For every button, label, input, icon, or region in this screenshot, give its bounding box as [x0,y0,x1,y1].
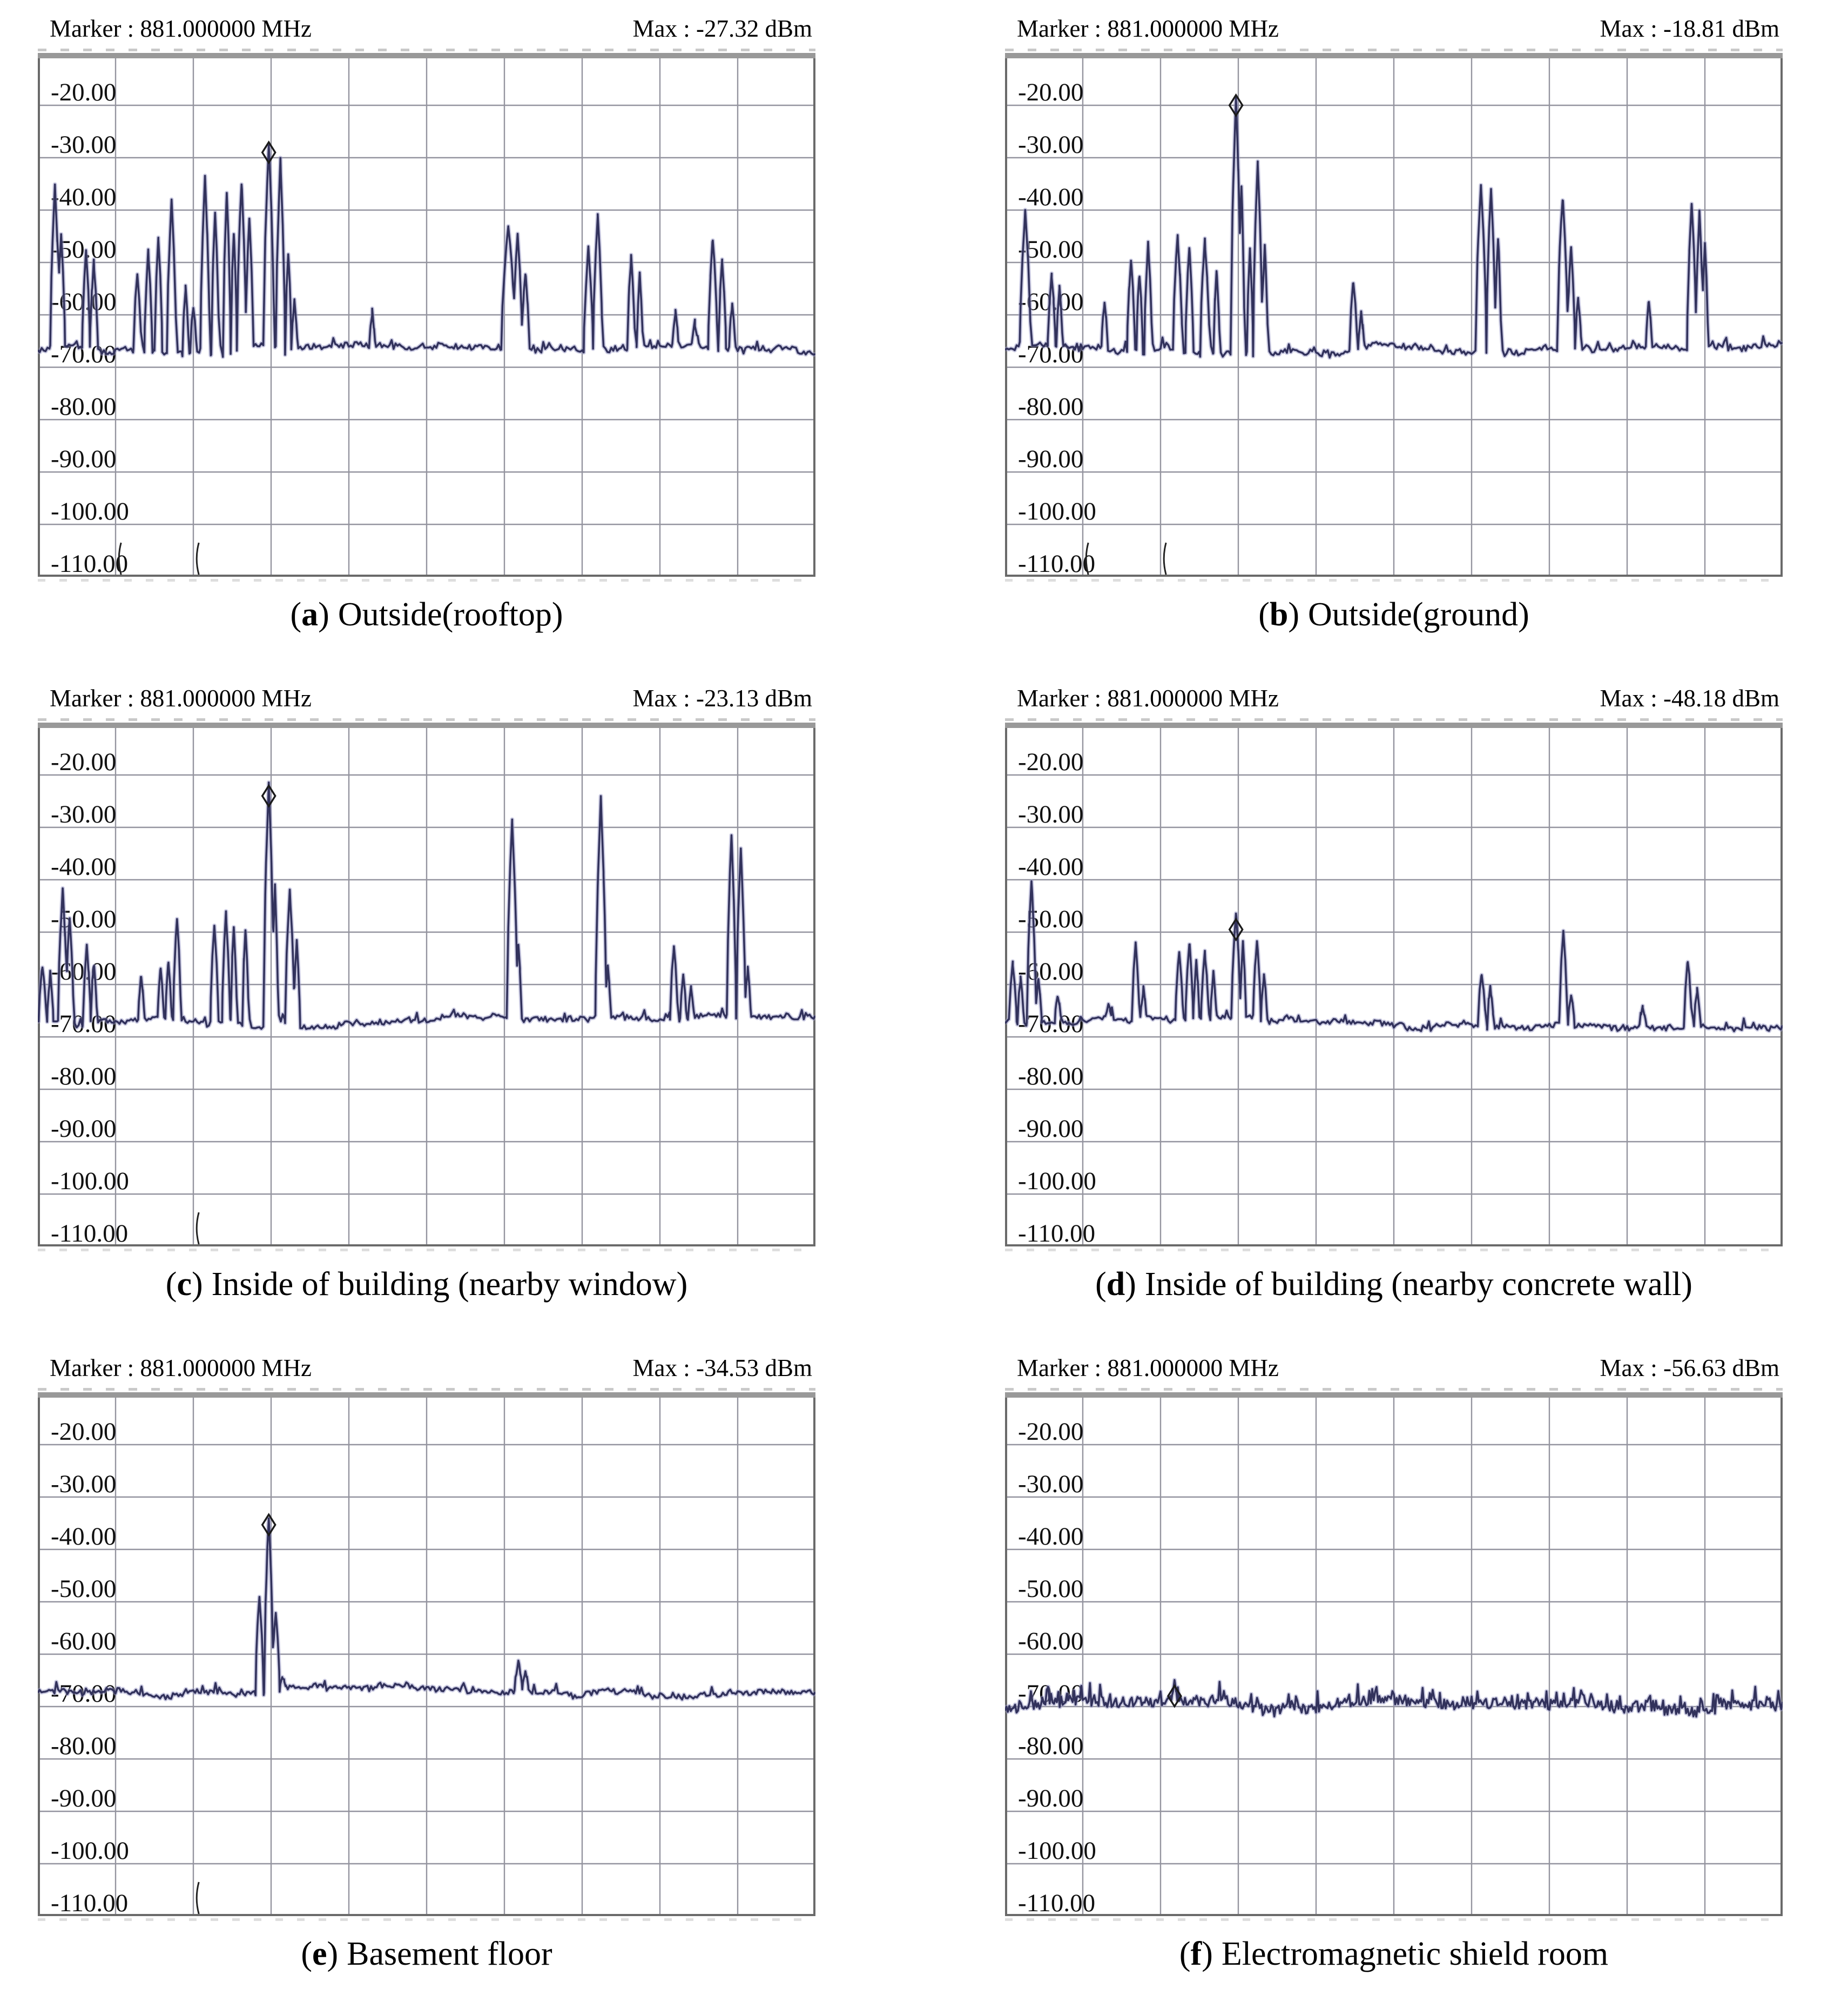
svg-text:-50.00: -50.00 [51,905,117,933]
marker-frequency-readout: Marker : 881.000000 MHz [50,684,312,712]
decorative-dashes [38,718,815,721]
panel-header [38,680,815,715]
caption-paren-open: ( [165,1266,177,1303]
spectrum-panel-b [924,0,1848,670]
svg-text:-70.00: -70.00 [1018,340,1084,368]
marker-frequency-readout: Marker : 881.000000 MHz [1017,15,1279,42]
decorative-dashes [38,1388,815,1391]
spectrum-plot [1005,53,1783,577]
decorative-dashes [38,1249,815,1251]
caption-paren-close: ) [1125,1266,1136,1303]
svg-text:-80.00: -80.00 [51,393,117,421]
decorative-dashes [38,579,815,582]
svg-text:-70.00: -70.00 [1018,1010,1084,1038]
svg-text:-90.00: -90.00 [1018,1115,1084,1143]
max-level-readout: Max : -48.18 dBm [1600,684,1779,712]
caption-letter: f [1190,1936,1202,1972]
svg-text:-90.00: -90.00 [51,445,117,473]
caption-paren-open: ( [1095,1266,1107,1303]
svg-text:-80.00: -80.00 [1018,1062,1084,1090]
svg-text:-110.00: -110.00 [1018,1889,1096,1916]
svg-text:-100.00: -100.00 [1018,497,1096,525]
svg-text:-110.00: -110.00 [51,1219,129,1246]
spectrum-panel-e [0,1339,924,2009]
marker-frequency-readout: Marker : 881.000000 MHz [1017,684,1279,712]
decorative-dashes [38,49,815,51]
max-level-readout: Max : -18.81 dBm [1600,15,1779,42]
panel-header [1005,11,1783,45]
svg-text:-60.00: -60.00 [1018,1627,1084,1655]
spectrum-panel-d [924,670,1848,1339]
svg-text:-30.00: -30.00 [1018,1470,1084,1498]
panel-header [38,1350,815,1385]
spectrum-trace-chart [1005,53,1783,577]
svg-text:-30.00: -30.00 [51,1470,117,1498]
caption-paren-close: ) [318,596,329,633]
caption-text: Inside of building (nearby window) [211,1266,688,1303]
caption-text: Outside(rooftop) [338,596,563,633]
svg-text:-40.00: -40.00 [1018,853,1084,881]
svg-text:-20.00: -20.00 [51,1418,117,1446]
caption-letter: b [1269,596,1289,633]
svg-text:-30.00: -30.00 [1018,800,1084,828]
panel-caption [38,596,815,634]
marker-frequency-readout: Marker : 881.000000 MHz [1017,1354,1279,1381]
caption-letter: a [301,596,319,633]
marker-frequency-readout: Marker : 881.000000 MHz [50,1354,312,1381]
svg-text:-40.00: -40.00 [1018,1522,1084,1550]
svg-text:-20.00: -20.00 [51,78,117,106]
svg-text:-20.00: -20.00 [51,748,117,776]
svg-text:-80.00: -80.00 [1018,393,1084,421]
spectrum-panel-f [924,1339,1848,2009]
decorative-dashes [1005,718,1783,721]
svg-text:-60.00: -60.00 [1018,288,1084,316]
svg-text:-60.00: -60.00 [51,958,117,986]
svg-text:-30.00: -30.00 [51,800,117,828]
svg-text:-80.00: -80.00 [1018,1732,1084,1760]
panel-header [38,11,815,45]
spectrum-trace-chart [1005,1392,1783,1916]
spectrum-plot [38,53,815,577]
spectrum-plot [1005,723,1783,1246]
decorative-dashes [1005,1249,1783,1251]
caption-letter: c [177,1266,192,1303]
svg-text:-60.00: -60.00 [1018,958,1084,986]
svg-text:-70.00: -70.00 [1018,1680,1084,1708]
caption-paren-open: ( [290,596,302,633]
marker-frequency-readout: Marker : 881.000000 MHz [50,15,312,42]
decorative-dashes [1005,1388,1783,1391]
spectrum-panel-a [0,0,924,670]
panel-caption [1005,1935,1783,1973]
spectrum-trace-chart [38,53,815,577]
svg-text:-110.00: -110.00 [51,1889,129,1916]
caption-text: Basement floor [347,1936,552,1972]
svg-text:-50.00: -50.00 [51,235,117,264]
caption-paren-open: ( [1258,596,1270,633]
svg-text:-90.00: -90.00 [1018,1784,1084,1812]
max-level-readout: Max : -34.53 dBm [632,1354,812,1381]
caption-paren-close: ) [1202,1936,1213,1972]
svg-text:-100.00: -100.00 [51,1167,129,1195]
svg-text:-80.00: -80.00 [51,1732,117,1760]
svg-text:-70.00: -70.00 [51,1010,117,1038]
decorative-dashes [1005,1918,1783,1921]
svg-text:-80.00: -80.00 [51,1062,117,1090]
caption-letter: e [312,1936,327,1972]
max-level-readout: Max : -23.13 dBm [632,684,812,712]
svg-text:-100.00: -100.00 [1018,1837,1096,1865]
max-level-readout: Max : -56.63 dBm [1600,1354,1779,1381]
caption-text: Inside of building (nearby concrete wall) [1144,1266,1692,1303]
panel-caption [38,1935,815,1973]
panel-caption [1005,1265,1783,1304]
caption-paren-close: ) [1288,596,1299,633]
svg-text:-50.00: -50.00 [1018,905,1084,933]
max-level-readout: Max : -27.32 dBm [632,15,812,42]
svg-text:-40.00: -40.00 [51,853,117,881]
svg-text:-90.00: -90.00 [51,1784,117,1812]
caption-letter: d [1106,1266,1125,1303]
svg-text:-100.00: -100.00 [51,497,129,525]
svg-text:-110.00: -110.00 [1018,1219,1096,1246]
svg-text:-70.00: -70.00 [51,1680,117,1708]
caption-paren-open: ( [1179,1936,1191,1972]
spectrum-plot [38,1392,815,1916]
panel-caption [1005,596,1783,634]
caption-text: Outside(ground) [1307,596,1529,633]
caption-text: Electromagnetic shield room [1221,1936,1609,1972]
spectrum-plot [38,723,815,1246]
spectrum-trace-chart [38,1392,815,1916]
svg-text:-30.00: -30.00 [1018,131,1084,159]
panel-header [1005,1350,1783,1385]
svg-text:-60.00: -60.00 [51,1627,117,1655]
caption-paren-close: ) [327,1936,339,1972]
svg-text:-50.00: -50.00 [1018,1575,1084,1603]
svg-text:-70.00: -70.00 [51,340,117,368]
spectrum-panel-c [0,670,924,1339]
spectrum-trace-chart [1005,723,1783,1246]
svg-text:-20.00: -20.00 [1018,1418,1084,1446]
svg-text:-50.00: -50.00 [51,1575,117,1603]
svg-text:-30.00: -30.00 [51,131,117,159]
svg-text:-90.00: -90.00 [51,1115,117,1143]
caption-paren-open: ( [301,1936,312,1972]
panel-header [1005,680,1783,715]
svg-text:-40.00: -40.00 [51,1522,117,1550]
svg-text:-60.00: -60.00 [51,288,117,316]
decorative-dashes [38,1918,815,1921]
decorative-dashes [1005,579,1783,582]
svg-text:-40.00: -40.00 [1018,183,1084,211]
svg-text:-20.00: -20.00 [1018,748,1084,776]
svg-text:-40.00: -40.00 [51,183,117,211]
svg-text:-110.00: -110.00 [1018,550,1096,577]
svg-text:-110.00: -110.00 [51,550,129,577]
svg-text:-100.00: -100.00 [1018,1167,1096,1195]
spectrum-trace-chart [38,723,815,1246]
spectrum-plot [1005,1392,1783,1916]
svg-text:-90.00: -90.00 [1018,445,1084,473]
svg-text:-20.00: -20.00 [1018,78,1084,106]
caption-paren-close: ) [191,1266,203,1303]
svg-text:-100.00: -100.00 [51,1837,129,1865]
panel-caption [38,1265,815,1304]
decorative-dashes [1005,49,1783,51]
svg-text:-50.00: -50.00 [1018,235,1084,264]
